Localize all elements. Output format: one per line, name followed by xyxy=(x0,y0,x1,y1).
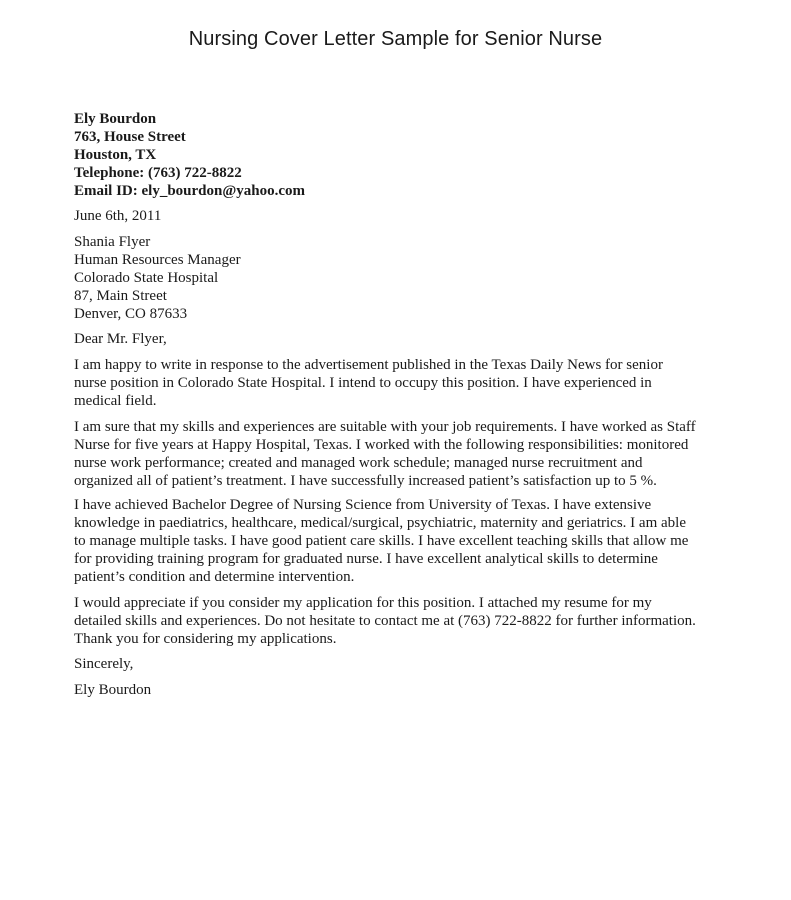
date-text: June 6th, 2011 xyxy=(74,208,162,224)
recipient-organization: Colorado State Hospital xyxy=(74,270,219,286)
closing-text: Sincerely, xyxy=(74,656,134,672)
salutation xyxy=(74,330,734,348)
recipient-city: Denver, CO 87633 xyxy=(74,306,188,322)
paragraph-line: I have achieved Bachelor Degree of Nursing Science from University of Texas. I have extensive xyxy=(74,497,652,513)
paragraph-line: nurse work performance; created and managed work schedule; managed nurse recruitment and xyxy=(74,455,643,471)
paragraph-line: knowledge in paediatrics, healthcare, medical/surgical, psychiatric, maternity and geriatrics. I am able xyxy=(74,515,686,531)
closing xyxy=(74,655,734,673)
sender-street: 763, House Street xyxy=(74,129,186,145)
paragraph-line: I am happy to write in response to the advertisement published in the Texas Daily News for senior xyxy=(74,357,663,373)
signature xyxy=(74,681,734,699)
salutation-text: Dear Mr. Flyer, xyxy=(74,331,167,347)
paragraph-3 xyxy=(74,496,734,586)
paragraph-line: I would appreciate if you consider my application for this position. I attached my resume for my xyxy=(74,595,652,611)
letter-date xyxy=(74,207,734,225)
paragraph-line: to manage multiple tasks. I have good patient care skills. I have excellent teaching skills that allow me xyxy=(74,533,689,549)
paragraph-line: nurse position in Colorado State Hospital. I intend to occupy this position. I have experienced in xyxy=(74,375,652,391)
paragraph-4 xyxy=(74,594,734,648)
paragraph-line: for providing training program for graduated nurse. I have excellent analytical skills to determine xyxy=(74,551,658,567)
sender-telephone: Telephone: (763) 722-8822 xyxy=(74,165,242,181)
recipient-position: Human Resources Manager xyxy=(74,252,241,268)
signature-name: Ely Bourdon xyxy=(74,682,152,698)
sender-name: Ely Bourdon xyxy=(74,111,157,127)
paragraph-line: I am sure that my skills and experiences are suitable with your job requirements. I have worked as Staff xyxy=(74,419,696,435)
document-title: Nursing Cover Letter Sample for Senior Nurse xyxy=(188,28,603,50)
sender-address xyxy=(74,110,734,200)
paragraph-line: Thank you for considering my applications. xyxy=(74,631,337,647)
paragraph-line: detailed skills and experiences. Do not hesitate to contact me at (763) 722-8822 for further information. xyxy=(74,613,696,629)
paragraph-2 xyxy=(74,418,734,490)
sender-city: Houston, TX xyxy=(74,147,157,163)
paragraph-line: patient’s condition and determine intervention. xyxy=(74,569,355,585)
paragraph-1 xyxy=(74,356,734,410)
recipient-name: Shania Flyer xyxy=(74,234,151,250)
paragraph-line: organized all of patient’s treatment. I have successfully increased patient’s satisfaction up to 5 %. xyxy=(74,473,657,489)
sender-email: Email ID: ely_bourdon@yahoo.com xyxy=(74,183,306,199)
recipient-street: 87, Main Street xyxy=(74,288,167,304)
paragraph-line: Nurse for five years at Happy Hospital, Texas. I worked with the following responsibilities: monitored xyxy=(74,437,689,453)
recipient-address xyxy=(74,233,734,323)
paragraph-line: medical field. xyxy=(74,393,157,409)
